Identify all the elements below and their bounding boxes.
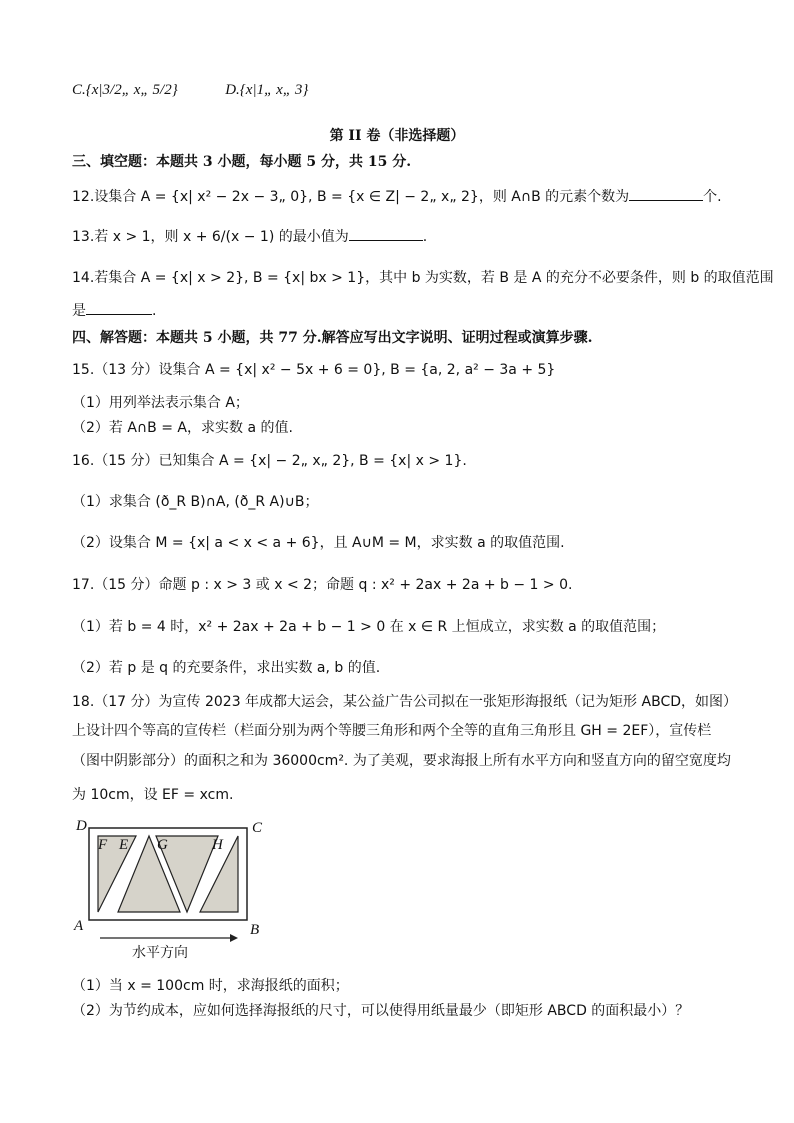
q13-text: 13.若 x > 1，则 x + 6/(x − 1) 的最小值为 bbox=[72, 229, 349, 245]
question-14-line2 bbox=[72, 300, 156, 321]
label-a: A bbox=[74, 918, 84, 934]
question-16-part1: （1）求集合 (ð_R B)∩A, (ð_R A)∪B； bbox=[72, 494, 319, 510]
label-b: B bbox=[250, 922, 260, 938]
part-title: 第 II 卷（非选择题） bbox=[329, 128, 465, 144]
question-17-stem: 17.（15 分）命题 p : x > 3 或 x < 2；命题 q : x² + 2ax + 2a + b − 1 > 0. bbox=[72, 577, 573, 593]
label-d: D bbox=[76, 818, 87, 834]
question-14-line1: 14.若集合 A = {x| x > 2}, B = {x| bx > 1}，其中 b 为实数，若 B 是 A 的充分不必要条件，则 b 的取值范围 bbox=[72, 270, 774, 286]
q14-answer-blank[interactable] bbox=[86, 300, 152, 315]
question-18-part1: （1）当 x = 100cm 时，求海报纸的面积； bbox=[72, 978, 349, 994]
q12-text: 12.设集合 A = {x| x² − 2x − 3„ 0}, B = {x ∈ Z| − 2„ x„ 2}，则 A∩B 的元素个数为 bbox=[72, 189, 630, 205]
poster-figure bbox=[70, 818, 270, 968]
section3-heading: 三、填空题：本题共 3 小题，每小题 5 分，共 15 分. bbox=[72, 154, 412, 170]
q14-prefix: 是 bbox=[72, 303, 86, 319]
option-c-text: C.{x|3/2„ x„ 5/2} bbox=[72, 82, 178, 98]
question-18-line3: （图中阴影部分）的面积之和为 36000cm². 为了美观，要求海报上所有水平方向和竖直方向的留空宽度均 bbox=[72, 753, 731, 769]
label-h: H bbox=[212, 837, 223, 853]
question-18-part2: （2）为节约成本，应如何选择海报纸的尺寸，可以使得用纸量最少（即矩形 ABCD 的面积最小）？ bbox=[72, 1003, 690, 1019]
label-e: E bbox=[119, 837, 129, 853]
question-17-part1: （1）若 b = 4 时，x² + 2ax + 2a + b − 1 > 0 在 x ∈ R 上恒成立，求实数 a 的取值范围； bbox=[72, 619, 666, 635]
question-17-part2: （2）若 p 是 q 的充要条件，求出实数 a, b 的值. bbox=[72, 660, 381, 676]
arrow-label: 水平方向 bbox=[132, 945, 188, 961]
option-c bbox=[72, 80, 308, 100]
question-16-part2: （2）设集合 M = {x| a < x < a + 6}，且 A∪M = M，求实数 a 的取值范围. bbox=[72, 535, 565, 551]
label-f: F bbox=[98, 837, 108, 853]
section4-heading: 四、解答题：本题共 5 小题，共 77 分.解答应写出文字说明、证明过程或演算步骤. bbox=[72, 330, 593, 346]
question-12 bbox=[72, 186, 722, 207]
question-15-stem: 15.（13 分）设集合 A = {x| x² − 5x + 6 = 0}, B = {a, 2, a² − 3a + 5} bbox=[72, 362, 556, 378]
question-15-part1: （1）用列举法表示集合 A； bbox=[72, 395, 249, 411]
question-13 bbox=[72, 226, 427, 247]
question-18-line4: 为 10cm，设 EF = xcm. bbox=[72, 787, 234, 803]
arrow-head-icon bbox=[230, 934, 238, 942]
question-16-stem: 16.（15 分）已知集合 A = {x| − 2„ x„ 2}, B = {x| x > 1}. bbox=[72, 453, 467, 469]
question-15-part2: （2）若 A∩B = A，求实数 a 的值. bbox=[72, 420, 293, 436]
question-18-line2: 上设计四个等高的宣传栏（栏面分别为两个等腰三角形和两个全等的直角三角形且 GH = 2EF），宣传栏 bbox=[72, 723, 712, 739]
q14-tail: . bbox=[152, 303, 157, 319]
option-d-text: D.{x|1„ x„ 3} bbox=[225, 82, 309, 98]
q13-answer-blank[interactable] bbox=[349, 226, 423, 241]
q12-tail: 个. bbox=[703, 189, 722, 205]
label-c: C bbox=[252, 820, 263, 836]
q13-tail: . bbox=[422, 229, 428, 245]
q12-answer-blank[interactable] bbox=[629, 186, 703, 201]
label-g: G bbox=[157, 837, 168, 853]
question-18-line1: 18.（17 分）为宣传 2023 年成都大运会，某公益广告公司拟在一张矩形海报纸（记为矩形 ABCD，如图） bbox=[72, 694, 737, 710]
